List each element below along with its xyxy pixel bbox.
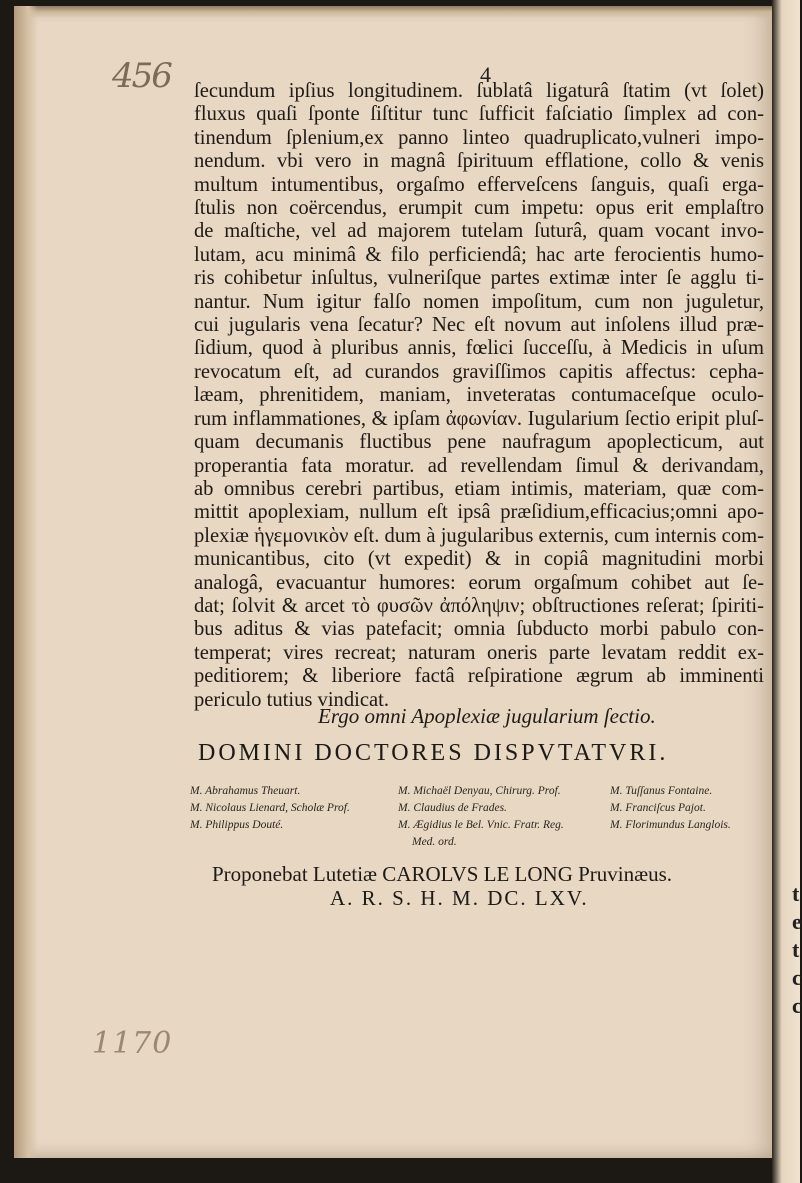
- text-line: nendum. vbi vero in magnâ ſpirituum efflatione, collo & venis: [194, 150, 764, 173]
- proponent-line: Proponebat Lutetiæ CAROLVS LE LONG Pruvinæus.: [212, 862, 673, 886]
- facing-page-letters: t e t c c: [792, 881, 802, 1018]
- text-line: ſtulis non coërcendus, erumpit cum impetu: opus erit emplaſtro: [194, 197, 764, 220]
- doctor-name: M. Nicolaus Lienard, Scholæ Prof.: [190, 802, 350, 814]
- text-line: lutam, acu minimâ & filo perficiendâ; hac arte ferocientis humo-: [194, 243, 764, 266]
- text-line: periculo tutius vindicat.: [194, 688, 390, 711]
- text-line: bus aditus & vias patefacit; omnia ſubducto morbi pabulo con-: [194, 618, 764, 641]
- text-line: properantia fata moratur. ad revellendam ſimul & derivandam,: [194, 454, 764, 477]
- handwritten-bottom-note: 1170: [92, 1026, 173, 1061]
- text-line: dat; ſolvit & arcet τὸ φυσῶν ἀπόληψιν; obſtructiones reſerat; ſpiriti-: [194, 594, 764, 617]
- year-line: A. R. S. H. M. DC. LXV.: [330, 886, 589, 910]
- text-line: municantibus, cito (vt expedit) & in copiâ magnitudini morbi: [194, 548, 764, 571]
- doctor-name: M. Philippus Douté.: [190, 819, 284, 831]
- thesis-body-text: [194, 80, 764, 712]
- text-line: cui jugularis vena ſecatur? Nec eſt novum aut inſolens illud præ-: [194, 314, 764, 337]
- doctor-name: M. Michaël Denyau, Chirurg. Prof.: [398, 785, 561, 797]
- doctor-name: M. Abrahamus Theuart.: [190, 785, 301, 797]
- text-line: analogâ, evacuantur humores: eorum orgaſmum cohibet aut ſe-: [194, 571, 764, 594]
- doctor-name: M. Tuſſanus Fontaine.: [610, 785, 713, 797]
- text-line: revocatum eſt, ad curandos graviſſimos capitis affectus: cepha-: [194, 360, 764, 383]
- doctor-name-continuation: Med. ord.: [412, 836, 457, 848]
- text-line: multum intumentibus, orgaſmo efferveſcens ſanguis, quaſi erga-: [194, 173, 764, 196]
- text-line: plexiæ ἡγεμονικὸν eſt. dum à jugularibus externis, cum internis com-: [194, 524, 764, 547]
- doctor-name: M. Ægidius le Bel. Vnic. Fratr. Reg.: [398, 819, 564, 831]
- text-line: læam, phrenitidem, maniam, inveteratas contumaceſque oculo-: [194, 384, 764, 407]
- text-line: ab omnibus cerebri partibus, etiam intimis, materiam, quæ com-: [194, 477, 764, 500]
- doctors-column-right: [610, 785, 731, 834]
- handwritten-page-number: 456: [112, 56, 171, 96]
- text-line: rum inflammationes, & ipſam ἀφωνίαν. Iugularium ſectio eripit pluſ-: [194, 407, 764, 430]
- doctor-name: M. Claudius de Frades.: [398, 802, 507, 814]
- page-left-edge: [14, 6, 38, 1158]
- text-line: quam decumanis fluctibus pene naufragum apoplecticum, aut: [194, 431, 764, 454]
- page-top-shadow: [14, 6, 772, 18]
- folio-number: 4: [480, 62, 491, 87]
- text-line: ſecundum ipſius longitudinem. ſublatâ ligaturâ ſtatim (vt ſolet): [194, 80, 764, 102]
- text-line: peditiorem; & liberiore factâ reſpiratione ægrum ab imminenti: [194, 665, 764, 688]
- doctor-name: M. Florimundus Langlois.: [610, 819, 731, 831]
- doctors-column-middle: [398, 783, 564, 851]
- text-line: de maſtiche, vel ad majorem tutelam ſuturâ, quam vocant invo-: [194, 220, 764, 243]
- text-line: temperat; vires recreat; naturam oneris parte levatam reddit ex-: [194, 641, 764, 664]
- thesis-conclusion: Ergo omni Apoplexiæ jugularium ſectio.: [318, 704, 656, 728]
- text-line: fluxus quaſi ſponte ſiſtitur tunc ſufficit faſciatio ſimplex ad con-: [194, 103, 764, 126]
- doctor-name: M. Franciſcus Pajot.: [610, 802, 706, 814]
- text-line: tinendum ſplenium,ex panno linteo quadruplicato,vulneri impo-: [194, 126, 764, 149]
- text-line: mittit apoplexiam, nullum eſt ipsâ præſidium,efficacius;omni apo-: [194, 501, 764, 524]
- text-line: ſidium, quod à pluribus annis, fœlici ſucceſſu, à Medicis in uſum: [194, 337, 764, 360]
- text-line: ris cohibetur inſultus, vulneriſque partes extimæ inter ſe agglu ti-: [194, 267, 764, 290]
- doctors-heading: DOMINI DOCTORES DISPVTATVRI.: [198, 740, 669, 766]
- doctors-column-left: [190, 783, 350, 834]
- text-line: nantur. Num igitur falſo nomen impoſitum, cum non juguletur,: [194, 290, 764, 313]
